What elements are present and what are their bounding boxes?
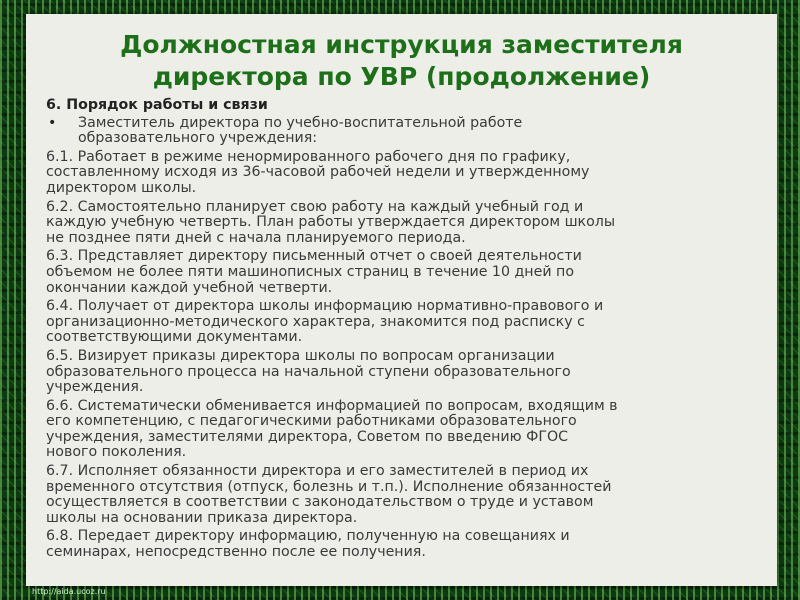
instruction-item [46, 200, 746, 247]
instruction-line: 6.8. Передает директору информацию, полученную на совещаниях и [46, 528, 570, 545]
instruction-line: 6.2. Самостоятельно планирует свою работу на каждый учебный год и [46, 198, 584, 215]
instruction-item [46, 299, 746, 346]
instruction-list [46, 150, 746, 561]
instruction-line: 6.4. Получает от директора школы информацию нормативно-правового и [46, 298, 604, 315]
instruction-line: его компетенцию, с педагогическими работниками образовательного [46, 413, 577, 430]
instruction-line: соответствующими документами. [46, 329, 303, 346]
instruction-line: каждую учебную четверть. План работы утверждается директором школы [46, 214, 616, 231]
instruction-item [46, 464, 746, 526]
instruction-line: осуществляется в соответствии с законодательством о труде и уставом [46, 494, 594, 511]
instruction-line: 6.3. Представляет директору письменный отчет о своей деятельности [46, 248, 582, 265]
instruction-line: окончании каждой учебной четверти. [46, 279, 333, 296]
instruction-line: нового поколения. [46, 444, 187, 461]
instruction-line: 6.5. Визирует приказы директора школы по вопросам организации [46, 347, 555, 364]
instruction-line: учреждения. [46, 379, 144, 396]
instruction-line: временного отсутствия (отпуск, болезнь и т.п.). Исполнение обязанностей [46, 478, 612, 495]
title-line-1: Должностная инструкция заместителя [120, 30, 683, 59]
instruction-line: образовательного процесса на начальной ступени образовательного [46, 363, 571, 380]
bullet-icon: • [48, 114, 57, 131]
instruction-line: директором школы. [46, 179, 197, 196]
instruction-item [46, 249, 746, 296]
instruction-line: 6.1. Работает в режиме ненормированного рабочего дня по графику, [46, 148, 571, 165]
bullet-line: образовательного учреждения: [78, 130, 318, 147]
title-line-2: директора по УВР (продолжение) [152, 62, 651, 91]
instruction-line: 6.7. Исполняет обязанности директора и его заместителей в период их [46, 463, 589, 480]
instruction-line: 6.6. Систематически обменивается информацией по вопросам, входящим в [46, 397, 618, 414]
bullet-line: Заместитель директора по учебно-воспитательной работе [78, 114, 523, 131]
instruction-item [46, 349, 746, 396]
instruction-line: составленному исходя из 36-часовой рабочей недели и утвержденному [46, 164, 590, 181]
instruction-line: школы на основании приказа директора. [46, 509, 358, 526]
footer-url: http://aida.ucoz.ru [32, 587, 106, 596]
instruction-item [46, 150, 746, 197]
instruction-item [46, 399, 746, 461]
slide [26, 14, 777, 586]
page-title [26, 29, 777, 93]
bullet-item [46, 116, 746, 147]
instruction-item [46, 529, 746, 560]
instruction-line: не позднее пяти дней с начала планируемого периода. [46, 229, 466, 246]
instruction-line: учреждения, заместителями директора, Советом по введению ФГОС [46, 428, 569, 445]
section-heading: 6. Порядок работы и связи [46, 97, 268, 113]
instruction-line: семинарах, непосредственно после ее получения. [46, 544, 426, 561]
instruction-content [46, 98, 746, 564]
instruction-line: объемом не более пяти машинописных страниц в течение 10 дней по [46, 263, 574, 280]
instruction-line: организационно-методического характера, знакомится под расписку с [46, 313, 585, 330]
